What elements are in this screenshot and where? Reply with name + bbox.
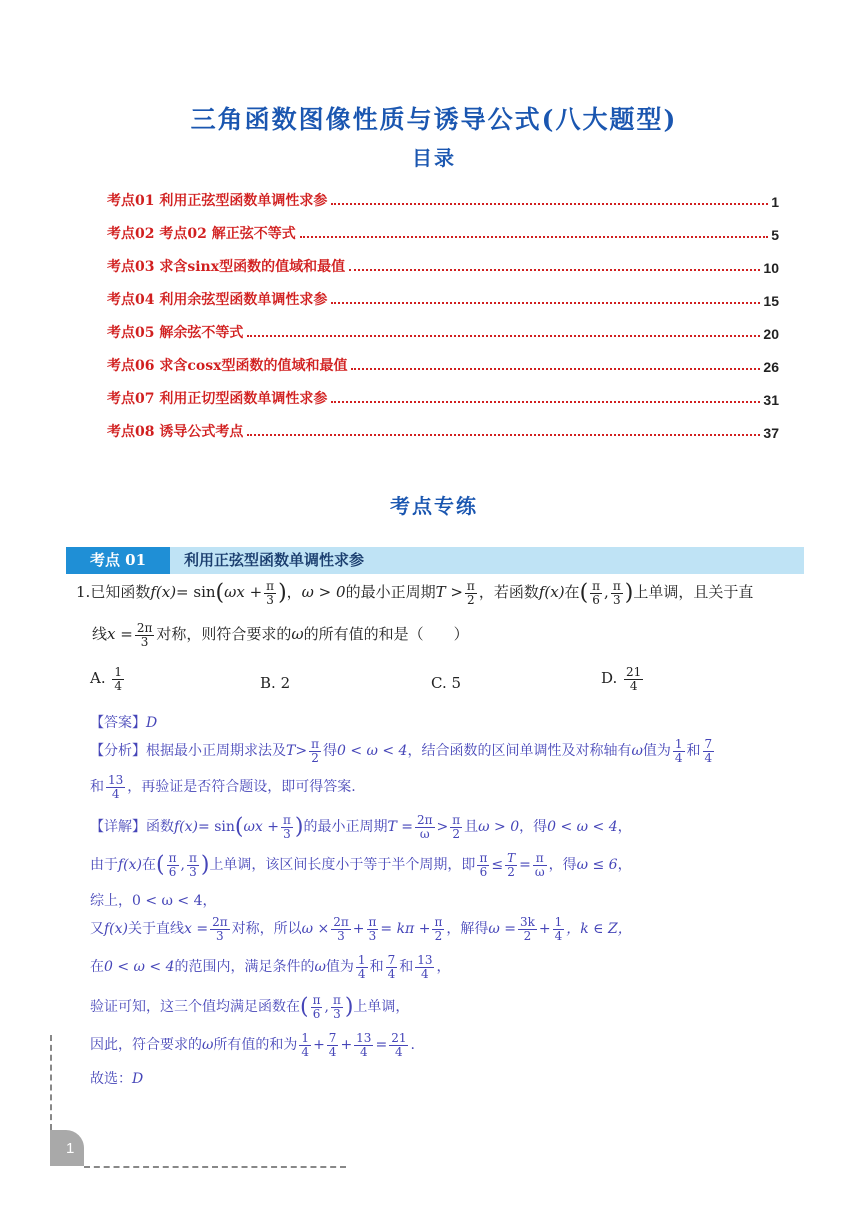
option-value: 2 [280,674,291,692]
paren: ) [278,580,287,606]
question-text: 线 [92,625,108,644]
math: f(x) [150,583,177,602]
toc-leader [247,335,760,337]
math: ≤ [491,857,504,874]
math: ω > 0 [301,583,346,602]
toc-heading: 目录 [412,146,456,170]
label: 【详解】 [90,819,146,836]
paren: ) [200,852,210,878]
label: 【答案】 [90,715,146,731]
math: T [286,743,296,760]
text: 因此，符合要求的 [90,1037,202,1054]
fraction: $\frac{3k}{2}$ [519,915,535,943]
option-a[interactable] [90,666,126,692]
detail-line-6: 验证可知，这三个值均满足函数在( $\frac{\pi}{6}$ , $\frac{\pi}{3}$ )上单调， [90,993,410,1021]
text: 在 [142,857,157,874]
fraction: $\frac{2\pi}{3}$ [136,621,153,649]
text: ，再验证是否符合题设，即可得答案. [127,779,356,796]
toc-entry-page: 26 [763,359,779,375]
question-text: 的最小正周期 [345,583,436,602]
math: ，k ∈ Z， [566,921,632,938]
math: T > [435,583,463,602]
text: 和 [686,743,701,760]
answer-value: D [132,1071,144,1087]
option-value: 5 [451,674,462,692]
toc-entry-page: 15 [763,293,779,309]
toc-leader [331,302,760,304]
analysis-line-2 [90,774,356,800]
fraction: $\frac{1}{4}$ [357,953,366,981]
text: 所有值的和为 [213,1037,298,1054]
toc-entry-page: 31 [763,392,779,408]
topic-title: 利用正弦型函数单调性求参 [184,551,365,569]
math: = sin [176,583,216,602]
section-title: 考点专练 [390,494,478,518]
fraction: $\frac{1}{4}$ [674,737,683,765]
text: . [410,1037,415,1054]
text: 的范围内，满足条件的 [174,959,315,976]
toc-entry[interactable] [107,243,779,276]
text: 关于直线 [128,921,185,938]
fraction: $\frac{T}{2}$ [507,851,516,879]
math: ω [202,1037,214,1054]
math: = [519,857,531,874]
paren: ) [294,814,304,840]
option-key: C. [431,674,447,692]
fraction: $\frac{\pi}{2}$ [466,579,475,607]
math: x = [184,921,209,938]
paren: ) [624,580,634,606]
text: 且 [464,819,479,836]
question-number: 1. [76,583,91,602]
text: 在 [90,959,104,976]
toc-entry-label: 考点01 利用正弦型函数单调性求参 [107,193,328,209]
detail-line-4 [90,916,632,942]
toc-leader [331,401,760,403]
toc-entry-page: 1 [771,194,779,210]
option-c[interactable] [431,674,461,692]
detail-line-7 [90,1032,415,1058]
text: 根据最小正周期求法及 [146,743,286,760]
math: ωx + [243,819,279,836]
toc-entry-page: 20 [763,326,779,342]
text: ，得 [519,819,548,836]
text: 得 [322,743,337,760]
text: 和 [399,959,414,976]
fraction: $\frac{\pi}{6}$ [479,851,488,879]
math: ωx + [224,583,263,602]
toc-entry[interactable] [107,177,779,210]
fraction: $\frac{13}{4}$ [356,1031,372,1059]
fraction: $\frac{\pi}{3}$ [368,915,377,943]
fraction: $\frac{1}{4}$ [114,665,123,693]
toc-entry-label: 考点05 解余弦不等式 [107,325,244,341]
fraction: $\frac{2\pi}{3}$ [212,915,228,943]
page-number: 1 [66,1140,75,1157]
question-text: 上单调，且关于直 [633,583,754,602]
toc-entry[interactable] [107,210,779,243]
math: f(x) [118,857,143,874]
math: + [352,921,365,938]
topic-tag: 考点 01 [66,547,170,574]
margin-dashed-line [50,1035,52,1130]
question-text: 的所有值的和是（ ） [303,625,469,644]
analysis-line-1 [90,738,716,764]
fraction: $\frac{2\pi}{3}$ [333,915,349,943]
paren: ) [344,994,354,1020]
toc-entry-label: 考点06 求含cosx型函数的值域和最值 [107,358,348,374]
text: 上单调， [353,999,410,1016]
answer-value: D [146,715,158,731]
paren: ( [579,580,589,606]
toc-entry-label: 考点07 利用正切型函数单调性求参 [107,391,328,407]
fraction: $\frac{\pi}{\omega}$ [534,851,545,879]
fraction: $\frac{1}{4}$ [554,915,563,943]
math: T = [387,819,413,836]
fraction: $\frac{\pi}{6}$ [592,579,601,607]
text: 的最小正周期 [303,819,388,836]
footer-dashed-line [84,1166,346,1168]
math: = [375,1037,388,1054]
text: 由于 [90,857,118,874]
text: 又 [90,921,104,938]
fraction: $\frac{\pi}{6}$ [312,993,321,1021]
text: 和 [90,779,104,796]
text: 值为 [325,959,354,976]
fraction: $\frac{\pi}{2}$ [452,813,461,841]
toc-leader [300,236,768,238]
question-text: 已知函数 [90,583,151,602]
detail-line-3: 综上，0 < ω < 4， [90,893,217,909]
toc-leader [247,434,760,436]
punct: ， [286,583,302,602]
text: 上单调，该区间长度小于等于半个周期，即 [209,857,476,874]
toc-entry-page: 5 [771,227,779,243]
toc-entry-label: 考点08 诱导公式考点 [107,424,244,440]
fraction: $\frac{\pi}{3}$ [612,579,621,607]
detail-line-2: 由于f(x)在( $\frac{\pi}{6}$ , $\frac{\pi}{3}$ )上单调，该区间长度小于等于半个周期，即 $\frac{\pi}{6}$ ≤ $\frac{T}{2}$ = $\frac{\pi}{\omega}$ ，得ω ≤ 6， [90,851,632,879]
paren: ( [300,994,309,1020]
fraction: $\frac{7}{4}$ [387,953,396,981]
option-b[interactable] [260,674,290,692]
toc-entry[interactable] [107,408,779,441]
label: 【分析】 [90,743,146,760]
text: 对称，所以 [231,921,302,938]
fraction: $\frac{7}{4}$ [704,737,713,765]
fraction: $\frac{13}{4}$ [108,773,124,801]
toc-entry[interactable] [107,342,779,375]
math: + [538,921,551,938]
question-text: 对称，则符合要求的 [156,625,292,644]
fraction: $\frac{\pi}{3}$ [266,579,275,607]
text: 和 [369,959,384,976]
text: ，得 [548,857,577,874]
math: 0 < ω < 4 [336,743,408,760]
math: f(x) [538,583,565,602]
document-title: 三角函数图像性质与诱导公式(八大题型) [190,105,678,134]
text: 验证可知，这三个值均满足函数在 [90,999,300,1016]
math: + [340,1037,353,1054]
fraction: $\frac{1}{4}$ [301,1031,310,1059]
text: ， [617,819,632,836]
math: 0 < ω < 4 [547,819,618,836]
option-d[interactable] [601,666,645,692]
topic-band [66,547,804,574]
fraction: $\frac{7}{4}$ [328,1031,337,1059]
text: ， [617,857,632,874]
text: 故选： [90,1071,132,1087]
math: 0 < ω < 4 [104,959,175,976]
toc-leader [351,368,760,370]
detail-line-5 [90,954,450,980]
toc-entry[interactable] [107,276,779,309]
paren: ( [234,814,244,840]
answer-line [90,712,157,732]
math: = sin [198,819,235,836]
fraction: $\frac{2\pi}{\omega}$ [416,813,433,841]
math: f(x) [174,819,199,836]
math: f(x) [104,921,129,938]
toc-entry-page: 37 [763,425,779,441]
text: ，结合函数的区间单调性及对称轴有 [407,743,632,760]
toc-entry[interactable] [107,375,779,408]
math: > [436,819,449,836]
math: ω × [301,921,330,938]
toc-entry-page: 10 [763,260,779,276]
fraction: $\frac{\pi}{6}$ [168,851,177,879]
toc-entry-label: 考点03 求含sinx型函数的值域和最值 [107,259,346,275]
math: ω [314,959,326,976]
option-key: D. [601,669,618,688]
fraction: $\frac{21}{4}$ [626,665,642,693]
math: ω ≤ 6 [576,857,618,874]
fraction: $\frac{\pi}{3}$ [282,813,291,841]
math: ω [291,625,304,644]
fraction: $\frac{\pi}{2}$ [311,737,319,765]
text: ， [436,959,451,976]
math: ω > 0 [478,819,520,836]
math: + [313,1037,325,1054]
detail-line-8 [90,1068,143,1088]
toc-entry-label: 考点04 利用余弦型函数单调性求参 [107,292,328,308]
paren: ( [156,852,165,878]
question-line-1: 1.已知函数f(x)= sin(ωx + $\frac{\pi}{3}$ )，ω > 0的最小正周期T > $\frac{\pi}{2}$ ，若函数f(x)在( $\frac{\pi}{6}$ , $\frac{\pi}{3}$ )上单调，且关于直 [76,579,754,607]
table-of-contents [107,177,779,441]
text: 值为 [642,743,671,760]
detail-line-1 [90,814,632,840]
option-key: A. [90,669,106,688]
math: x = [107,625,133,644]
toc-entry[interactable] [107,309,779,342]
fraction: $\frac{13}{4}$ [417,953,433,981]
fraction: $\frac{\pi}{3}$ [188,851,197,879]
question-text: ，若函数 [478,583,539,602]
math: ω = [488,921,516,938]
paren: ( [215,580,225,606]
math: = kπ + [380,921,431,938]
fraction: $\frac{\pi}{2}$ [434,915,443,943]
question-text: 在 [564,583,580,602]
fraction: $\frac{21}{4}$ [391,1031,407,1059]
question-line-2 [92,622,469,648]
toc-leader [331,203,768,205]
math: ω [631,743,643,760]
math: > [295,743,308,760]
option-key: B. [260,674,276,692]
toc-leader [349,269,760,271]
text: ，解得 [446,921,489,938]
text: 函数 [146,819,174,836]
toc-entry-label: 考点02 考点02 解正弦不等式 [107,226,296,242]
fraction: $\frac{\pi}{3}$ [332,993,341,1021]
